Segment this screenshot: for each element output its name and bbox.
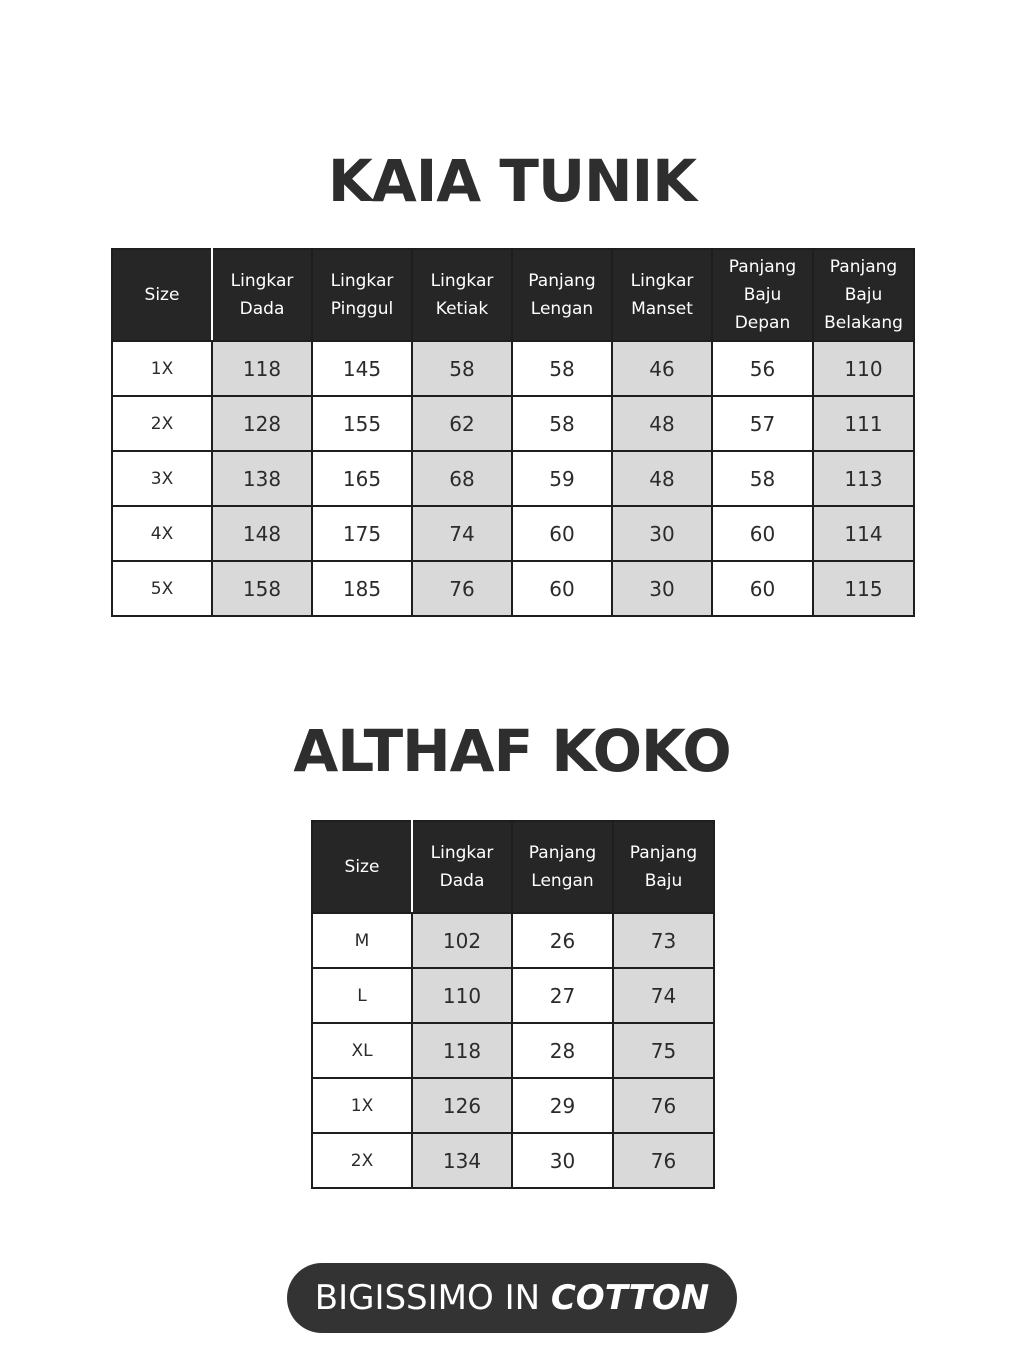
- measurement-cell: 126: [412, 1078, 512, 1133]
- measurement-cell: 102: [412, 913, 512, 968]
- table-row: [312, 1023, 714, 1078]
- header-cell: Lingkar Dada: [412, 821, 512, 913]
- measurement-cell: 29: [512, 1078, 613, 1133]
- measurement-cell: 76: [613, 1078, 714, 1133]
- header-cell: Panjang Lengan: [512, 821, 613, 913]
- measurement-cell: 128: [212, 396, 312, 451]
- table-header-row: [312, 821, 714, 913]
- measurement-cell: 60: [512, 506, 612, 561]
- table-row: [312, 1078, 714, 1133]
- measurement-cell: 60: [712, 561, 813, 616]
- header-cell: Lingkar Dada: [212, 249, 312, 341]
- size-cell: 2X: [312, 1133, 412, 1188]
- table-row: [112, 506, 914, 561]
- size-cell: 5X: [112, 561, 212, 616]
- table-row: [312, 968, 714, 1023]
- table-header-row: [112, 249, 914, 341]
- header-cell: Panjang Baju: [613, 821, 714, 913]
- measurement-cell: 115: [813, 561, 914, 616]
- measurement-cell: 76: [613, 1133, 714, 1188]
- measurement-cell: 74: [613, 968, 714, 1023]
- size-cell: 1X: [112, 341, 212, 396]
- measurement-cell: 28: [512, 1023, 613, 1078]
- measurement-cell: 74: [412, 506, 512, 561]
- header-cell: Lingkar Manset: [612, 249, 712, 341]
- measurement-cell: 114: [813, 506, 914, 561]
- kaia-tunik-size-table: [111, 248, 915, 617]
- measurement-cell: 68: [412, 451, 512, 506]
- measurement-cell: 60: [512, 561, 612, 616]
- measurement-cell: 148: [212, 506, 312, 561]
- size-cell: 1X: [312, 1078, 412, 1133]
- measurement-cell: 26: [512, 913, 613, 968]
- size-cell: XL: [312, 1023, 412, 1078]
- measurement-cell: 59: [512, 451, 612, 506]
- header-cell: Lingkar Pinggul: [312, 249, 412, 341]
- measurement-cell: 58: [412, 341, 512, 396]
- table-row: [312, 913, 714, 968]
- measurement-cell: 57: [712, 396, 813, 451]
- measurement-cell: 30: [612, 506, 712, 561]
- header-cell: Panjang Baju Depan: [712, 249, 813, 341]
- measurement-cell: 58: [512, 396, 612, 451]
- size-cell: 4X: [112, 506, 212, 561]
- measurement-cell: 30: [512, 1133, 613, 1188]
- measurement-cell: 118: [212, 341, 312, 396]
- althaf-koko-size-table: [311, 820, 715, 1189]
- measurement-cell: 60: [712, 506, 813, 561]
- kaia-tunik-title: KAIA TUNIK: [327, 147, 697, 215]
- measurement-cell: 110: [412, 968, 512, 1023]
- size-cell: 3X: [112, 451, 212, 506]
- measurement-cell: 58: [712, 451, 813, 506]
- header-cell: Lingkar Ketiak: [412, 249, 512, 341]
- measurement-cell: 27: [512, 968, 613, 1023]
- measurement-cell: 158: [212, 561, 312, 616]
- brand-badge-emphasis: COTTON: [550, 1278, 710, 1318]
- measurement-cell: 118: [412, 1023, 512, 1078]
- measurement-cell: 155: [312, 396, 412, 451]
- brand-badge: [287, 1263, 737, 1333]
- althaf-koko-title: ALTHAF KOKO: [293, 717, 731, 785]
- measurement-cell: 56: [712, 341, 813, 396]
- measurement-cell: 75: [613, 1023, 714, 1078]
- table-row: [112, 561, 914, 616]
- measurement-cell: 165: [312, 451, 412, 506]
- header-cell: Panjang Baju Belakang: [813, 249, 914, 341]
- table-row: [312, 1133, 714, 1188]
- size-cell: 2X: [112, 396, 212, 451]
- table-row: [112, 341, 914, 396]
- header-size: Size: [112, 249, 212, 341]
- measurement-cell: 48: [612, 396, 712, 451]
- table-row: [112, 451, 914, 506]
- measurement-cell: 185: [312, 561, 412, 616]
- measurement-cell: 48: [612, 451, 712, 506]
- header-cell: Panjang Lengan: [512, 249, 612, 341]
- measurement-cell: 76: [412, 561, 512, 616]
- measurement-cell: 145: [312, 341, 412, 396]
- measurement-cell: 111: [813, 396, 914, 451]
- measurement-cell: 62: [412, 396, 512, 451]
- header-size: Size: [312, 821, 412, 913]
- measurement-cell: 113: [813, 451, 914, 506]
- measurement-cell: 30: [612, 561, 712, 616]
- brand-badge-prefix: BIGISSIMO IN: [314, 1278, 551, 1318]
- size-cell: M: [312, 913, 412, 968]
- measurement-cell: 110: [813, 341, 914, 396]
- measurement-cell: 46: [612, 341, 712, 396]
- measurement-cell: 138: [212, 451, 312, 506]
- table-row: [112, 396, 914, 451]
- measurement-cell: 175: [312, 506, 412, 561]
- measurement-cell: 73: [613, 913, 714, 968]
- measurement-cell: 58: [512, 341, 612, 396]
- measurement-cell: 134: [412, 1133, 512, 1188]
- size-cell: L: [312, 968, 412, 1023]
